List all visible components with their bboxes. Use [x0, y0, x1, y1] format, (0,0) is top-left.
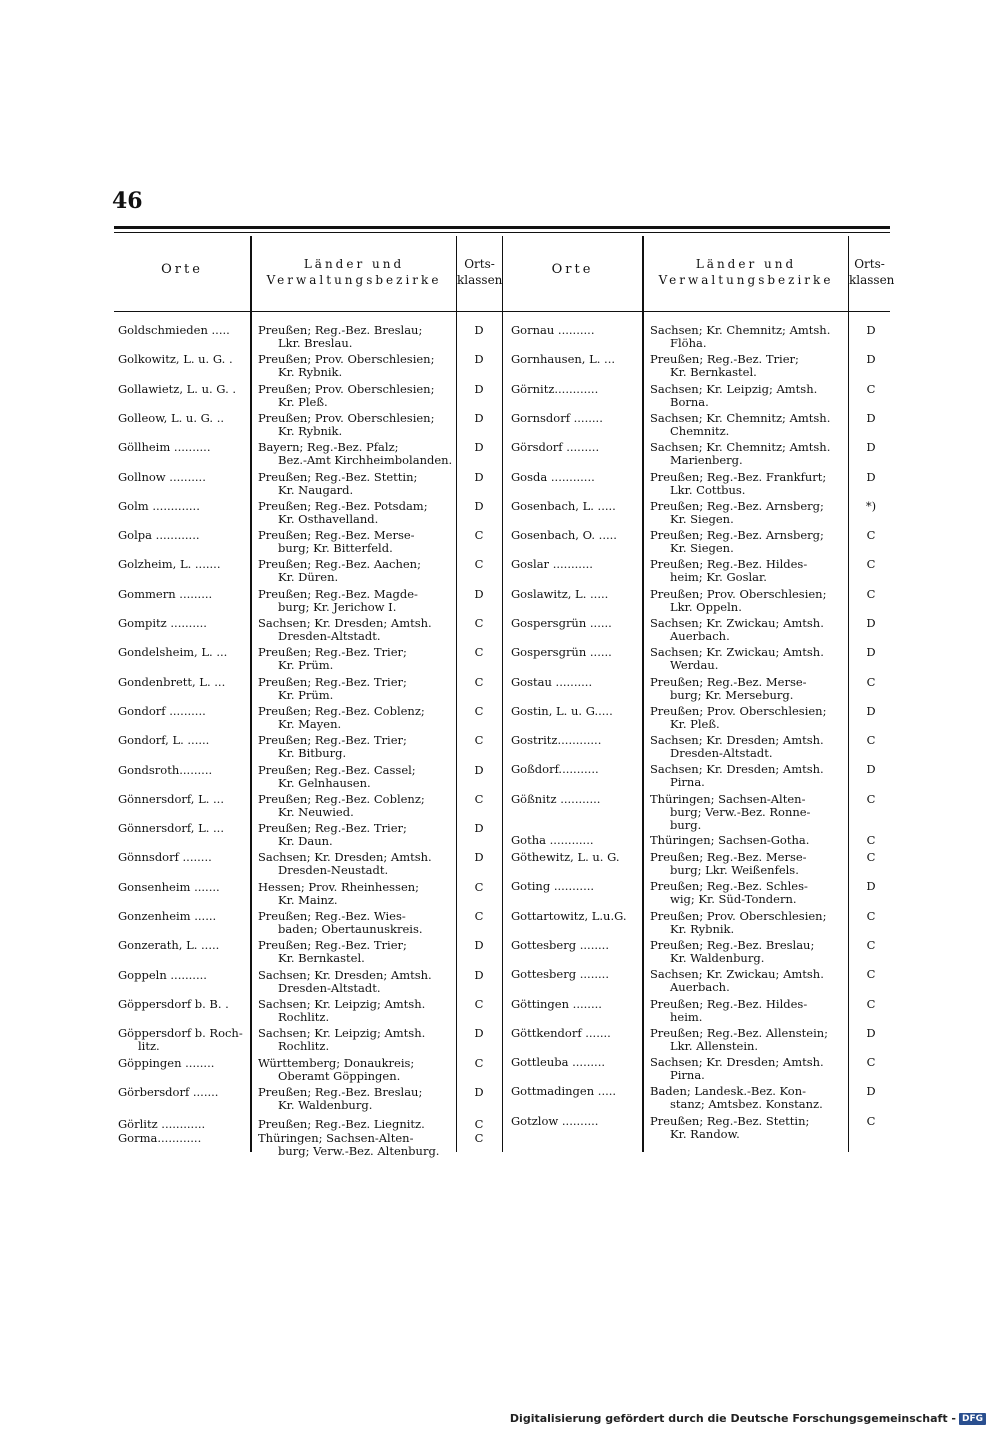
bezirk-line: Sachsen; Kr. Dresden; Amtsh.	[258, 968, 432, 982]
table-row	[0, 1027, 1000, 1056]
ort-name: Göttkendorf .......	[511, 1026, 611, 1040]
bezirk-line: Kr. Siegen.	[670, 512, 734, 526]
verwaltungsbezirk	[650, 1056, 824, 1082]
header-laender-left: Länder und Verwaltungsbezirke	[266, 257, 442, 287]
ortsklasse: D	[474, 382, 484, 396]
table-row	[0, 1056, 1000, 1085]
ort-name: Gornhausen, L. ...	[511, 352, 616, 366]
bezirk-line: Sachsen; Kr. Chemnitz; Amtsh.	[650, 411, 831, 425]
table-row	[0, 529, 1000, 558]
bezirk-line: Sachsen; Kr. Leipzig; Amtsh.	[650, 382, 818, 396]
bezirk-line: Kr. Pleß.	[670, 717, 720, 731]
table-row	[0, 588, 1000, 617]
bezirk-line: Kr. Prüm.	[278, 658, 334, 672]
ort-name: Görsdorf .........	[511, 440, 600, 454]
verwaltungsbezirk	[650, 851, 807, 877]
ortsklasse: D	[866, 1026, 876, 1040]
ort-name: Gottesberg ........	[511, 938, 609, 952]
ortsklasse: D	[474, 1085, 484, 1099]
bezirk-line: Preußen; Reg.-Bez. Hildes-	[650, 997, 808, 1011]
table-row	[0, 763, 1000, 792]
bezirk-line: Preußen; Reg.-Bez. Merse-	[258, 528, 415, 542]
ort-name: Gompitz ..........	[118, 616, 207, 630]
ort-name: Gommern .........	[118, 587, 213, 601]
ortsklasse: C	[866, 833, 876, 847]
bezirk-line: Kr. Pleß.	[278, 395, 328, 409]
bezirk-line: Sachsen; Kr. Dresden; Amtsh.	[650, 762, 824, 776]
ort-name: Gorma............	[118, 1131, 202, 1145]
ortsklasse: C	[866, 997, 876, 1011]
ort-name: Göttingen ........	[511, 997, 602, 1011]
bezirk-line: Preußen; Reg.-Bez. Coblenz;	[258, 704, 425, 718]
table-row	[0, 939, 1000, 968]
ort-name: Gottmadingen .....	[511, 1084, 617, 1098]
bezirk-line: Preußen; Prov. Oberschlesien;	[258, 382, 435, 396]
bezirk-line: Kr. Bitburg.	[278, 746, 347, 760]
table-row	[0, 471, 1000, 500]
ortsklasse: D	[866, 704, 876, 718]
table-row	[0, 500, 1000, 529]
ort-name: Gondorf ..........	[118, 704, 206, 718]
bezirk-line: Thüringen; Sachsen-Gotha.	[650, 833, 810, 847]
bezirk-line: Bez.-Amt Kirchheimbolanden.	[278, 453, 453, 467]
ortsklasse: C	[866, 967, 876, 981]
ortsklasse: D	[866, 323, 876, 337]
verwaltungsbezirk	[650, 324, 830, 350]
bezirk-line: Lkr. Allenstein.	[670, 1039, 759, 1053]
ort-name: Gondsroth.........	[118, 763, 213, 777]
ortsklasse: C	[474, 909, 484, 923]
verwaltungsbezirk	[650, 880, 808, 906]
ort-name: Golkowitz, L. u. G. .	[118, 352, 233, 366]
table-row	[0, 353, 1000, 382]
table-row	[0, 676, 1000, 705]
ortsklasse: C	[474, 616, 484, 630]
bezirk-line: Sachsen; Kr. Dresden; Amtsh.	[650, 1055, 824, 1069]
bezirk-line: Pirna.	[670, 775, 705, 789]
table-row	[0, 734, 1000, 763]
header-orte-left: Orte	[161, 262, 203, 277]
ort-name: Goppeln ..........	[118, 968, 207, 982]
ortsklasse: *)	[865, 499, 877, 513]
bezirk-line: burg; Verw.-Bez. Altenburg.	[278, 1144, 440, 1158]
ortsklasse: D	[866, 470, 876, 484]
verwaltungsbezirk	[650, 734, 824, 760]
verwaltungsbezirk	[650, 676, 807, 702]
ort-name: Gottleuba .........	[511, 1055, 606, 1069]
verwaltungsbezirk	[650, 441, 830, 467]
bezirk-line: Preußen; Reg.-Bez. Stettin;	[258, 470, 418, 484]
ort-name: Gonzenheim ......	[118, 909, 217, 923]
table-row	[0, 383, 1000, 412]
bezirk-line: Sachsen; Kr. Zwickau; Amtsh.	[650, 616, 824, 630]
verwaltungsbezirk	[650, 471, 826, 497]
ortsklasse: C	[474, 792, 484, 806]
ortsklasse: D	[866, 879, 876, 893]
verwaltungsbezirk	[650, 910, 826, 936]
bezirk-line: Dresden-Neustadt.	[278, 863, 389, 877]
dfg-logo-icon: DFG	[959, 1413, 986, 1425]
bezirk-line: Preußen; Reg.-Bez. Trier;	[258, 821, 407, 835]
bezirk-line: Preußen; Reg.-Bez. Liegnitz.	[258, 1117, 425, 1131]
ortsklasse: C	[474, 1117, 484, 1131]
table-row	[0, 324, 1000, 353]
ortsklasse: C	[866, 1055, 876, 1069]
bezirk-line: Hessen; Prov. Rheinhessen;	[258, 880, 420, 894]
bezirk-line: burg; Lkr. Weißenfels.	[670, 863, 799, 877]
bezirk-line: Preußen; Reg.-Bez. Breslau;	[650, 938, 815, 952]
bezirk-line: Preußen; Reg.-Bez. Allenstein;	[650, 1026, 829, 1040]
ortsklasse: C	[866, 675, 876, 689]
bezirk-line: Kr. Daun.	[278, 834, 333, 848]
bezirk-line: Sachsen; Kr. Dresden; Amtsh.	[258, 850, 432, 864]
bezirk-line: Preußen; Reg.-Bez. Schles-	[650, 879, 808, 893]
verwaltungsbezirk	[650, 1085, 823, 1111]
ort-name: Golm .............	[118, 499, 200, 513]
bezirk-line: Preußen; Reg.-Bez. Trier;	[258, 675, 407, 689]
bezirk-line: Rochlitz.	[278, 1010, 330, 1024]
table-row	[0, 441, 1000, 470]
bezirk-line: Dresden-Altstadt.	[278, 981, 381, 995]
ort-name: Gollnow ..........	[118, 470, 206, 484]
bezirk-line: Lkr. Cottbus.	[670, 483, 746, 497]
bezirk-line: Kr. Siegen.	[670, 541, 734, 555]
ortsklasse: C	[474, 557, 484, 571]
ort-name: Görlitz ............	[118, 1117, 206, 1131]
ort-name: Gotha ............	[511, 833, 594, 847]
bezirk-line: Kr. Rybnik.	[670, 922, 735, 936]
bezirk-line: Preußen; Reg.-Bez. Frankfurt;	[650, 470, 827, 484]
ortsklasse: C	[474, 997, 484, 1011]
verwaltungsbezirk	[650, 1115, 809, 1141]
ortsklasse: D	[474, 587, 484, 601]
bezirk-line: Kr. Rybnik.	[278, 424, 343, 438]
bezirk-line: Werdau.	[670, 658, 719, 672]
bezirk-line: Thüringen; Sachsen-Alten-	[258, 1131, 414, 1145]
verwaltungsbezirk	[650, 763, 824, 789]
bezirk-line: Preußen; Reg.-Bez. Trier;	[258, 938, 407, 952]
bezirk-line: Preußen; Reg.-Bez. Trier;	[650, 352, 799, 366]
ort-name: Gostin, L. u. G.....	[511, 704, 613, 718]
ort-name: Goting ...........	[511, 879, 595, 893]
ortsklasse: C	[474, 704, 484, 718]
table-row	[0, 968, 1000, 997]
ort-name: Gornsdorf ........	[511, 411, 603, 425]
bezirk-line: Sachsen; Kr. Leipzig; Amtsh.	[258, 1026, 426, 1040]
ortsklasse: D	[866, 352, 876, 366]
ortsklasse: D	[474, 499, 484, 513]
bezirk-line: Lkr. Breslau.	[278, 336, 353, 350]
bezirk-line: Preußen; Reg.-Bez. Cassel;	[258, 763, 416, 777]
verwaltungsbezirk	[650, 939, 814, 965]
bezirk-line: wig; Kr. Süd-Tondern.	[670, 892, 797, 906]
bezirk-line: Sachsen; Kr. Zwickau; Amtsh.	[650, 645, 824, 659]
ortsklasse: C	[866, 938, 876, 952]
ortsklasse: D	[474, 440, 484, 454]
bezirk-line: Preußen; Reg.-Bez. Arnsberg;	[650, 499, 824, 513]
bezirk-line: Kr. Prüm.	[278, 688, 334, 702]
ortsklasse: C	[474, 1131, 484, 1145]
ort-name: Gosda ............	[511, 470, 595, 484]
bezirk-line: Kr. Randow.	[670, 1127, 740, 1141]
bezirk-line: Kr. Waldenburg.	[670, 951, 765, 965]
bezirk-line: Chemnitz.	[670, 424, 730, 438]
ortsklasse: C	[474, 645, 484, 659]
ortsklasse: D	[474, 763, 484, 777]
bezirk-line: Kr. Gelnhausen.	[278, 776, 371, 790]
bezirk-line: Oberamt Göppingen.	[278, 1069, 401, 1083]
table-row	[0, 851, 1000, 880]
bezirk-line: Sachsen; Kr. Dresden; Amtsh.	[650, 733, 824, 747]
bezirk-line: baden; Obertaunuskreis.	[278, 922, 423, 936]
ort-name: Goldschmieden .....	[118, 323, 230, 337]
ort-name: Goslar ...........	[511, 557, 593, 571]
verwaltungsbezirk	[650, 383, 817, 409]
bezirk-line: Preußen; Reg.-Bez. Breslau;	[258, 323, 423, 337]
bezirk-line: Preußen; Reg.-Bez. Merse-	[650, 675, 807, 689]
header-orte-right: Orte	[551, 262, 594, 277]
ort-name: Golpa ............	[118, 528, 200, 542]
bezirk-line: heim.	[670, 1010, 703, 1024]
ortsklasse: D	[474, 821, 484, 835]
ortsklasse: D	[474, 968, 484, 982]
bezirk-line: Rochlitz.	[278, 1039, 330, 1053]
verwaltungsbezirk	[650, 968, 824, 994]
ortsklasse: C	[866, 792, 876, 806]
bezirk-line: Auerbach.	[670, 629, 730, 643]
ortsklasse: C	[474, 528, 484, 542]
verwaltungsbezirk	[650, 353, 799, 379]
bezirk-line: Kr. Naugard.	[278, 483, 354, 497]
ortsklasse: C	[866, 528, 876, 542]
ort-name: Golleow, L. u. G. ..	[118, 411, 225, 425]
bezirk-line: Sachsen; Kr. Zwickau; Amtsh.	[650, 967, 824, 981]
top-rule	[114, 226, 890, 229]
ort-name: Gornau ..........	[511, 323, 595, 337]
ortsklasse: D	[866, 440, 876, 454]
ortsklasse: C	[474, 675, 484, 689]
verwaltungsbezirk	[650, 705, 826, 731]
ort-name: Goslawitz, L. .....	[511, 587, 609, 601]
ortsklasse: D	[474, 470, 484, 484]
bezirk-line: Flöha.	[670, 336, 707, 350]
ortsklasse: D	[474, 323, 484, 337]
page-number: 46	[112, 188, 143, 214]
ortsklasse: D	[474, 850, 484, 864]
bezirk-line: Kr. Düren.	[278, 570, 339, 584]
bezirk-line: Preußen; Prov. Oberschlesien;	[650, 587, 827, 601]
bezirk-line: Auerbach.	[670, 980, 730, 994]
ort-name: Göppingen ........	[118, 1056, 215, 1070]
bezirk-line: Preußen; Reg.-Bez. Potsdam;	[258, 499, 428, 513]
ort-name: Göllheim ..........	[118, 440, 211, 454]
verwaltungsbezirk	[650, 793, 810, 832]
table-row	[0, 880, 1000, 909]
ort-name: Gönnsdorf ........	[118, 850, 212, 864]
ort-name: Gönnersdorf, L. ...	[118, 792, 224, 806]
bezirk-line: burg; Kr. Bitterfeld.	[278, 541, 393, 555]
bezirk-line: Sachsen; Kr. Leipzig; Amtsh.	[258, 997, 426, 1011]
ort-name: Gospersgrün ......	[511, 645, 612, 659]
ortsklasse: D	[866, 1084, 876, 1098]
ort-name: Gospersgrün ......	[511, 616, 612, 630]
bezirk-line: Preußen; Reg.-Bez. Arnsberg;	[650, 528, 824, 542]
verwaltungsbezirk	[650, 412, 830, 438]
verwaltungsbezirk	[650, 834, 809, 847]
verwaltungsbezirk	[650, 646, 824, 672]
bezirk-line: Marienberg.	[670, 453, 743, 467]
bezirk-line: Thüringen; Sachsen-Alten-	[650, 792, 806, 806]
ort-name-continued: litz.	[138, 1039, 160, 1053]
ortsklasse: D	[474, 938, 484, 952]
bezirk-line: Sachsen; Kr. Chemnitz; Amtsh.	[650, 323, 831, 337]
bezirk-line: Kr. Osthavelland.	[278, 512, 379, 526]
header-klassen-right: Orts- klassen	[849, 257, 895, 287]
bezirk-line: Kr. Bernkastel.	[670, 365, 757, 379]
ortsklasse: D	[474, 1026, 484, 1040]
bezirk-line: Kr. Bernkastel.	[278, 951, 365, 965]
ortsklasse: D	[866, 411, 876, 425]
table-row	[0, 412, 1000, 441]
bezirk-line: Lkr. Oppeln.	[670, 600, 742, 614]
ort-name: Gostau ..........	[511, 675, 593, 689]
ort-name: Gottartowitz, L.u.G.	[511, 909, 627, 923]
verwaltungsbezirk	[650, 588, 826, 614]
bezirk-line: Württemberg; Donaukreis;	[258, 1056, 415, 1070]
ort-name: Göppersdorf b. B. .	[118, 997, 229, 1011]
ortsklasse: D	[474, 411, 484, 425]
ort-name: Gostritz............	[511, 733, 602, 747]
ortsklasse: C	[474, 880, 484, 894]
table-row	[0, 910, 1000, 939]
bezirk-line: Preußen; Reg.-Bez. Trier;	[258, 733, 407, 747]
table-row	[0, 998, 1000, 1027]
ort-name: Göthewitz, L. u. G.	[511, 850, 620, 864]
bezirk-line: Baden; Landesk.-Bez. Kon-	[650, 1084, 807, 1098]
ort-name: Gosenbach, L. .....	[511, 499, 616, 513]
bezirk-line: Pirna.	[670, 1068, 705, 1082]
ort-name: Gonzerath, L. .....	[118, 938, 220, 952]
table-row	[0, 705, 1000, 734]
ort-name: Gollawietz, L. u. G. .	[118, 382, 237, 396]
ortsklasse: C	[866, 587, 876, 601]
table-row	[0, 1085, 1000, 1114]
bezirk-line: burg; Kr. Jerichow I.	[278, 600, 397, 614]
ortsklasse: C	[866, 733, 876, 747]
ort-name: Görnitz............	[511, 382, 599, 396]
bezirk-line: burg; Verw.-Bez. Ronne-	[670, 805, 811, 819]
ortsklasse: C	[866, 382, 876, 396]
table-row	[0, 1115, 1000, 1144]
ort-name: Golzheim, L. .......	[118, 557, 221, 571]
ortsklasse: C	[866, 1114, 876, 1128]
verwaltungsbezirk	[650, 529, 824, 555]
bezirk-line: Dresden-Altstadt.	[278, 629, 381, 643]
footer-text: Digitalisierung gefördert durch die Deutsche Forschungsgemeinschaft -	[509, 1412, 956, 1425]
ort-name: Gönnersdorf, L. ...	[118, 821, 224, 835]
ort-name: Goßdorf...........	[511, 762, 599, 776]
bezirk-line: stanz; Amtsbez. Konstanz.	[670, 1097, 823, 1111]
verwaltungsbezirk	[650, 998, 807, 1024]
table-row	[0, 617, 1000, 646]
bezirk-line: Kr. Mayen.	[278, 717, 342, 731]
ort-name: Göppersdorf b. Roch-	[118, 1026, 243, 1040]
bezirk-line: Borna.	[670, 395, 709, 409]
ortsklasse: D	[866, 762, 876, 776]
footer	[510, 1412, 986, 1425]
bezirk-line: burg; Kr. Merseburg.	[670, 688, 794, 702]
bezirk-line: Preußen; Reg.-Bez. Breslau;	[258, 1085, 423, 1099]
ortsklasse: D	[866, 645, 876, 659]
bezirk-line: Sachsen; Kr. Dresden; Amtsh.	[258, 616, 432, 630]
ortsklasse: C	[866, 909, 876, 923]
ort-name: Gottesberg ........	[511, 967, 609, 981]
verwaltungsbezirk	[650, 500, 824, 526]
ortsklasse: C	[866, 557, 876, 571]
bezirk-line: Preußen; Reg.-Bez. Merse-	[650, 850, 807, 864]
verwaltungsbezirk	[650, 617, 824, 643]
ortsklasse: C	[474, 733, 484, 747]
verwaltungsbezirk	[650, 558, 807, 584]
table-row	[0, 558, 1000, 587]
bezirk-line: Kr. Waldenburg.	[278, 1098, 373, 1112]
ortsklasse: C	[866, 850, 876, 864]
bezirk-line: Dresden-Altstadt.	[670, 746, 773, 760]
verwaltungsbezirk	[650, 1027, 828, 1053]
ort-name: Görbersdorf .......	[118, 1085, 219, 1099]
bezirk-line: Kr. Rybnik.	[278, 365, 343, 379]
ortsklasse: D	[474, 352, 484, 366]
ort-name: Gonsenheim .......	[118, 880, 220, 894]
ort-name: Gondelsheim, L. ...	[118, 645, 228, 659]
ortsklasse: D	[866, 616, 876, 630]
bezirk-line: Preußen; Prov. Oberschlesien;	[258, 411, 435, 425]
table-row	[0, 646, 1000, 675]
bezirk-line: Kr. Mainz.	[278, 893, 338, 907]
header-klassen-left: Orts- klassen	[457, 257, 503, 287]
bezirk-line: Preußen; Reg.-Bez. Coblenz;	[258, 792, 425, 806]
ortsklasse: C	[474, 1056, 484, 1070]
top-rule-thin	[114, 232, 890, 233]
ort-name: Gosenbach, O. .....	[511, 528, 617, 542]
ort-name: Gotzlow ..........	[511, 1114, 599, 1128]
bezirk-line: Preußen; Reg.-Bez. Hildes-	[650, 557, 808, 571]
bezirk-line: Sachsen; Kr. Chemnitz; Amtsh.	[650, 440, 831, 454]
bezirk-line: burg.	[670, 818, 702, 832]
header-laender-right: Länder und Verwaltungsbezirke	[658, 257, 834, 287]
bezirk-line: Kr. Neuwied.	[278, 805, 354, 819]
ort-name: Gondorf, L. ......	[118, 733, 210, 747]
bezirk-line: Preußen; Reg.-Bez. Magde-	[258, 587, 418, 601]
bezirk-line: Preußen; Prov. Oberschlesien;	[258, 352, 435, 366]
bezirk-line: Preußen; Prov. Oberschlesien;	[650, 704, 827, 718]
bezirk-line: heim; Kr. Goslar.	[670, 570, 767, 584]
bezirk-line: Preußen; Reg.-Bez. Trier;	[258, 645, 407, 659]
bezirk-line: Preußen; Prov. Oberschlesien;	[650, 909, 827, 923]
bezirk-line: Preußen; Reg.-Bez. Wies-	[258, 909, 406, 923]
bezirk-line: Preußen; Reg.-Bez. Stettin;	[650, 1114, 810, 1128]
ort-name: Gößnitz ...........	[511, 792, 601, 806]
ort-name: Gondenbrett, L. ...	[118, 675, 226, 689]
bezirk-line: Bayern; Reg.-Bez. Pfalz;	[258, 440, 399, 454]
bezirk-line: Preußen; Reg.-Bez. Aachen;	[258, 557, 421, 571]
